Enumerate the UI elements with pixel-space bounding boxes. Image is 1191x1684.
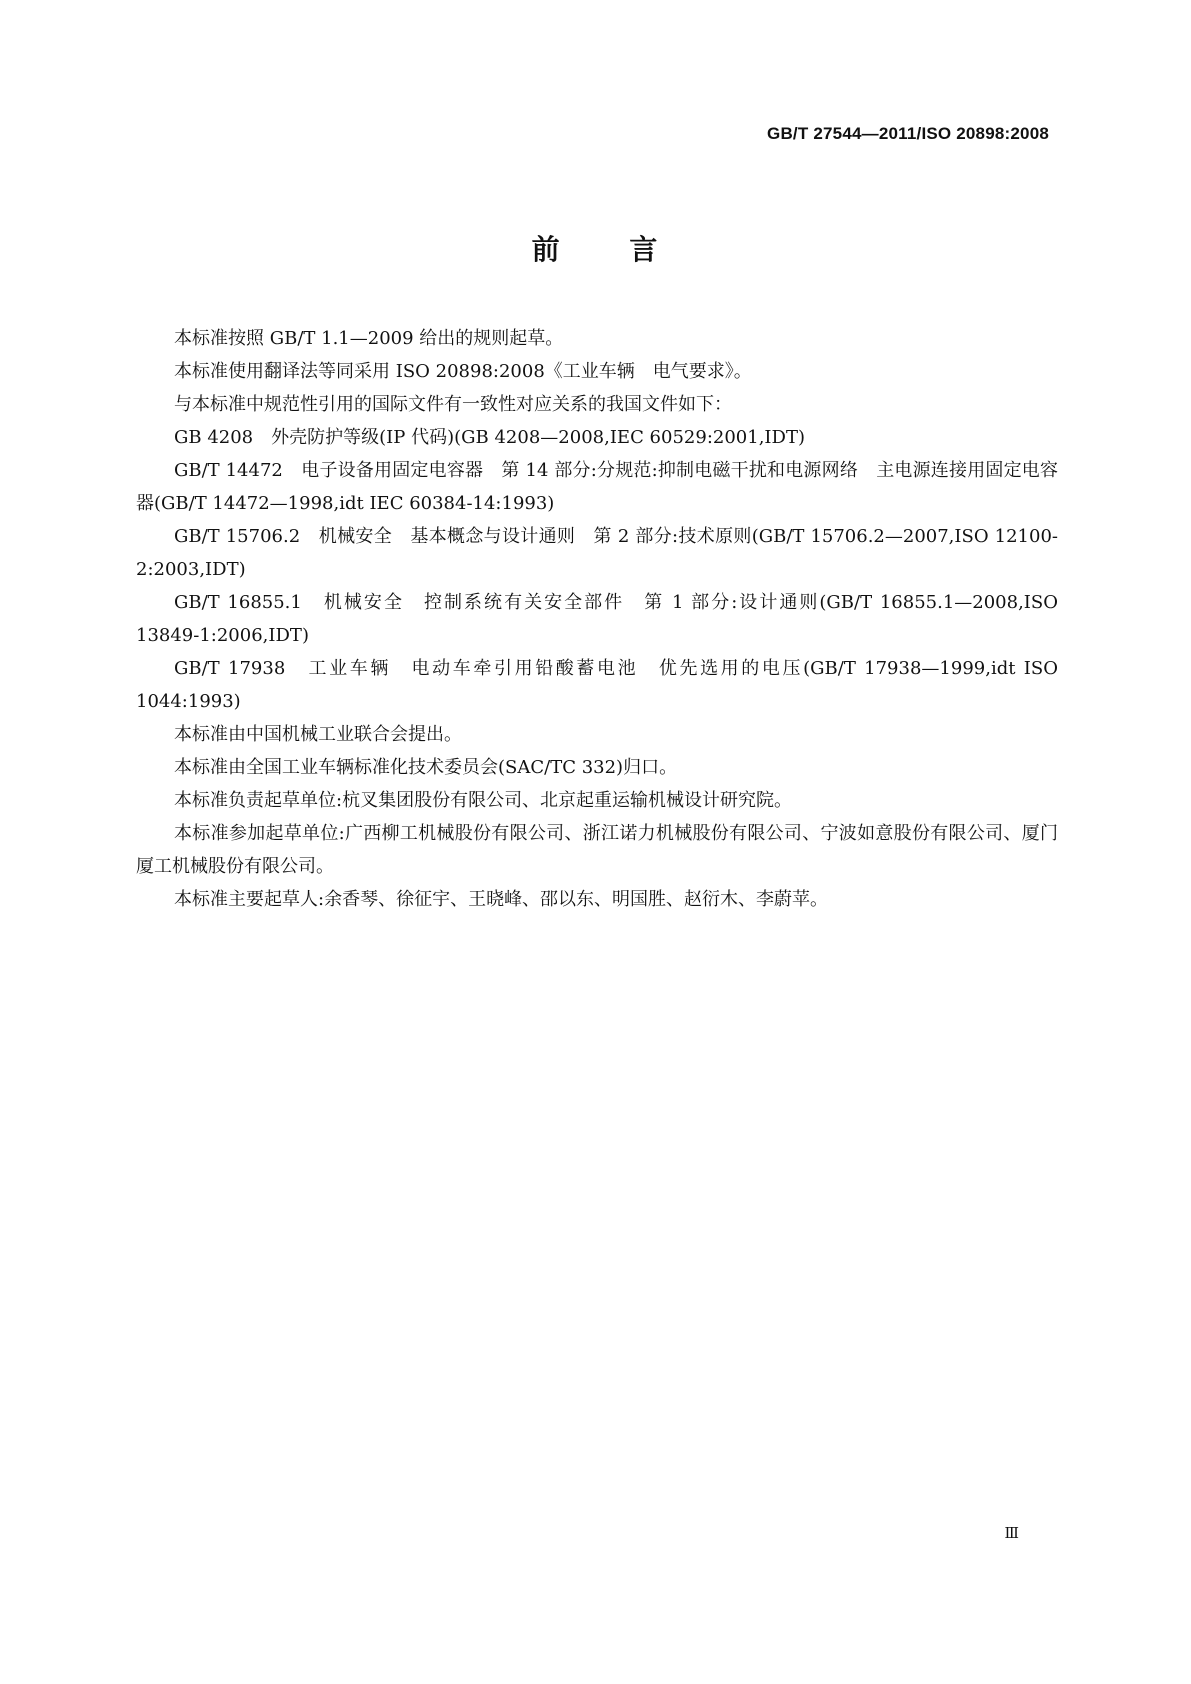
paragraph-references-intro: 与本标准中规范性引用的国际文件有一致性对应关系的我国文件如下： [174,394,732,415]
page-title: 前 言 [531,233,660,266]
standard-code-header: GB/T 27544—2011/ISO 20898:2008 [767,124,1049,143]
reference-gb-t-16855-1: GB/T 16855.1 机械安全 控制系统有关安全部件 第 1 部分:设计通则(GB/T 16855.1—2008,ISO 13849-1:2006,IDT) [136,592,1064,646]
paragraph-adoption: 本标准使用翻译法等同采用 ISO 20898:2008《工业车辆 电气要求》。 [174,361,752,382]
paragraph-administered-by: 本标准由全国工业车辆标准化技术委员会(SAC/TC 332)归口。 [174,757,678,778]
reference-gb-t-15706-2: GB/T 15706.2 机械安全 基本概念与设计通则 第 2 部分:技术原则(GB/T 15706.2—2007,ISO 12100-2:2003,IDT) [136,526,1058,580]
paragraph-drafting-rules: 本标准按照 GB/T 1.1—2009 给出的规则起草。 [174,328,564,349]
paragraph-proposed-by: 本标准由中国机械工业联合会提出。 [174,724,462,745]
page-number: Ⅲ [1004,1524,1019,1542]
reference-gb-t-17938: GB/T 17938 工业车辆 电动车牵引用铅酸蓄电池 优先选用的电压(GB/T 17938—1999,idt ISO 1044:1993) [136,658,1064,712]
paragraph-responsible-drafter: 本标准负责起草单位:杭叉集团股份有限公司、北京起重运输机械设计研究院。 [174,790,793,811]
paragraph-main-drafters: 本标准主要起草人:余香琴、徐征宇、王晓峰、邵以东、明国胜、赵衍木、李蔚苹。 [174,889,829,910]
reference-gb-4208: GB 4208 外壳防护等级(IP 代码)(GB 4208—2008,IEC 60529:2001,IDT) [174,427,805,448]
reference-gb-t-14472: GB/T 14472 电子设备用固定电容器 第 14 部分:分规范:抑制电磁干扰和电源网络 主电源连接用固定电容器(GB/T 14472—1998,idt IEC 60384-14:1993) [136,460,1058,514]
document-body [136,322,1064,916]
paragraph-participating-drafters: 本标准参加起草单位:广西柳工机械股份有限公司、浙江诺力机械股份有限公司、宁波如意股份有限公司、厦门厦工机械股份有限公司。 [136,823,1058,877]
